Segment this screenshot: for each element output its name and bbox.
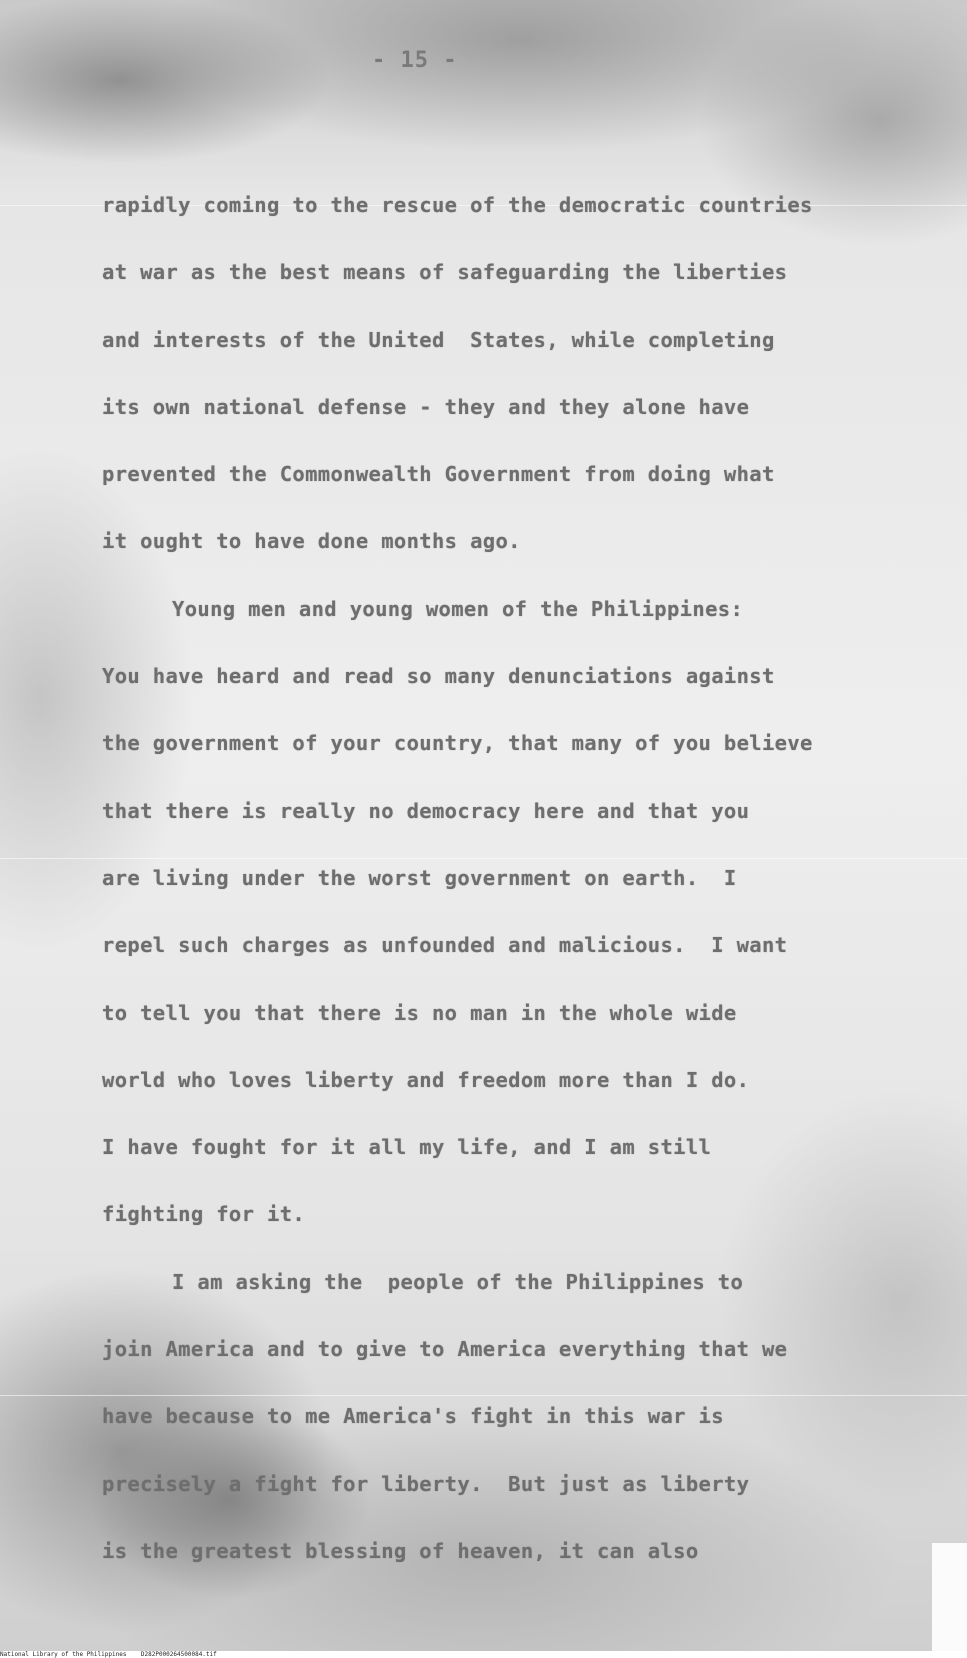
text-line: that there is really no democracy here and that you bbox=[102, 798, 750, 823]
text-line: You have heard and read so many denunciations against bbox=[102, 664, 775, 689]
text-line: its own national defense - they and they alone have bbox=[102, 394, 750, 419]
text-line: are living under the worst government on earth. I bbox=[102, 865, 737, 890]
text-line: the government of your country, that many of you believe bbox=[102, 731, 813, 756]
text-line: prevented the Commonwealth Government from doing what bbox=[102, 462, 775, 487]
scan-caption bbox=[0, 1651, 967, 1658]
text-line: precisely a fight for liberty. But just as liberty bbox=[102, 1471, 750, 1496]
caption-source: National Library of the Philippines bbox=[0, 1651, 127, 1658]
text-line: repel such charges as unfounded and malicious. I want bbox=[102, 933, 788, 958]
text-line: and interests of the United States, while completing bbox=[102, 327, 775, 352]
text-line: join America and to give to America everything that we bbox=[102, 1337, 788, 1362]
page-corner bbox=[932, 1543, 967, 1651]
text-line: at war as the best means of safeguarding the liberties bbox=[102, 260, 788, 285]
text-line: to tell you that there is no man in the whole wide bbox=[102, 1000, 737, 1025]
typed-text bbox=[102, 190, 892, 1603]
text-line: have because to me America's fight in this war is bbox=[102, 1404, 724, 1429]
text-line: is the greatest blessing of heaven, it can also bbox=[102, 1538, 699, 1563]
text-line: rapidly coming to the rescue of the democratic countries bbox=[102, 193, 813, 217]
text-line: I have fought for it all my life, and I am still bbox=[102, 1135, 712, 1160]
caption-file-id: D282P000264500084.tif bbox=[140, 1651, 217, 1658]
text-line: it ought to have done months ago. bbox=[102, 529, 521, 554]
text-line: world who loves liberty and freedom more than I do. bbox=[102, 1067, 750, 1092]
text-line: I am asking the people of the Philippines to bbox=[172, 1269, 744, 1294]
text-line: fighting for it. bbox=[102, 1202, 306, 1227]
text-line: Young men and young women of the Philippines: bbox=[172, 596, 744, 621]
page-number: - 15 - bbox=[372, 48, 458, 73]
